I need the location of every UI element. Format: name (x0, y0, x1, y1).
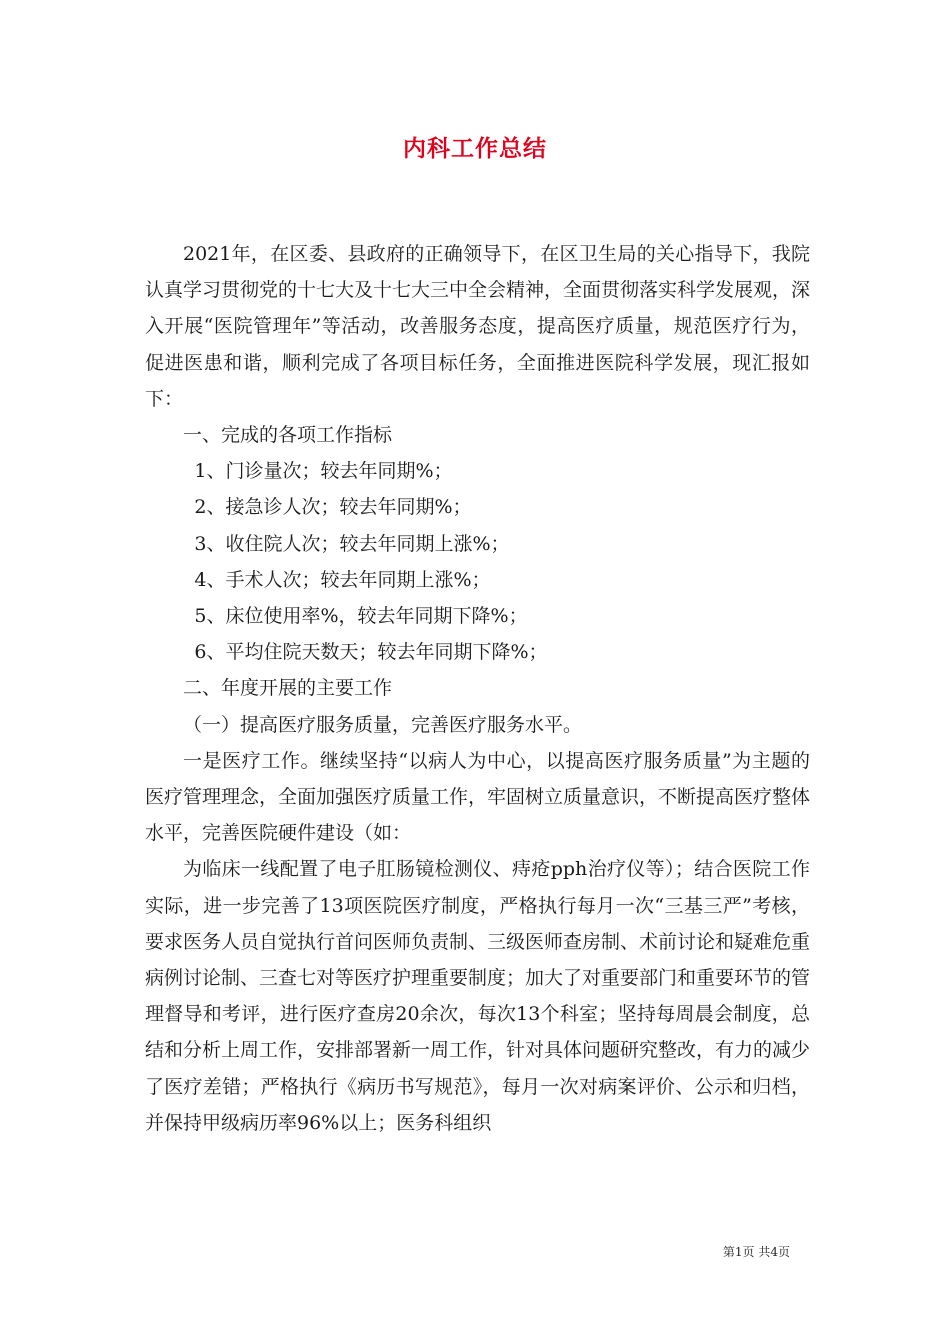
list-item: 5、床位使用率%，较去年同期下降%； (194, 605, 528, 628)
subsection-heading: （一）提高医疗服务质量，完善医疗服务水平。 (183, 713, 583, 736)
list-item: 2、接急诊人次；较去年同期%； (194, 496, 472, 519)
document-body (145, 236, 810, 1141)
list-item: 4、手术人次；较去年同期上涨%； (194, 568, 491, 591)
section-heading-1: 一、完成的各项工作指标 (183, 424, 393, 447)
paragraph-medical-work: 一是医疗工作。继续坚持“以病人为中心，以提高医疗服务质量”为主题的医疗管理理念，全面加强医疗质量工作，牢固树立质量意识，不断提高医疗整体水平，完善医院硬件建设（如： (145, 749, 811, 845)
section-heading-2: 二、年度开展的主要工作 (183, 677, 393, 700)
document-title: 内科工作总结 (403, 135, 547, 162)
list-item: 3、收住院人次；较去年同期上涨%； (194, 532, 510, 555)
list-item: 1、门诊量次；较去年同期%； (194, 460, 453, 483)
page-number: 第1页 共4页 (722, 1245, 790, 1259)
paragraph-intro: 2021年，在区委、县政府的正确领导下，在区卫生局的关心指导下，我院认真学习贯彻党的十七大及十七大三中全会精神，全面贯彻落实科学发展观，深入开展“医院管理年”等活动，改善服务态度，提高医疗质量，规范医疗行为，促进医患和谐，顺利完成了各项目标任务，全面推进医院科学发展，现汇报如下： (145, 243, 811, 410)
paragraph-medical-work-continued: 为临床一线配置了电子肛肠镜检测仪、痔疮pph治疗仪等）；结合医院工作实际，进一步完善了13项医院医疗制度，严格执行每月一次“三基三严”考核，要求医务人员自觉执行首问医师负责制、三级医师查房制、术前讨论和疑难危重病例讨论制、三查七对等医疗护理重要制度；加大了对重要部门和重要环节的管理督导和考评，进行医疗查房20余次，每次13个科室；坚持每周晨会制度，总结和分析上周工作，安排部署新一周工作，针对具体问题研究整改，有力的减少了医疗差错；严格执行《病历书写规范》，每月一次对病案评价、公示和归档，并保持甲级病历率96%以上；医务科组织 (145, 858, 811, 1134)
list-item: 6、平均住院天数天；较去年同期下降%； (194, 641, 548, 664)
